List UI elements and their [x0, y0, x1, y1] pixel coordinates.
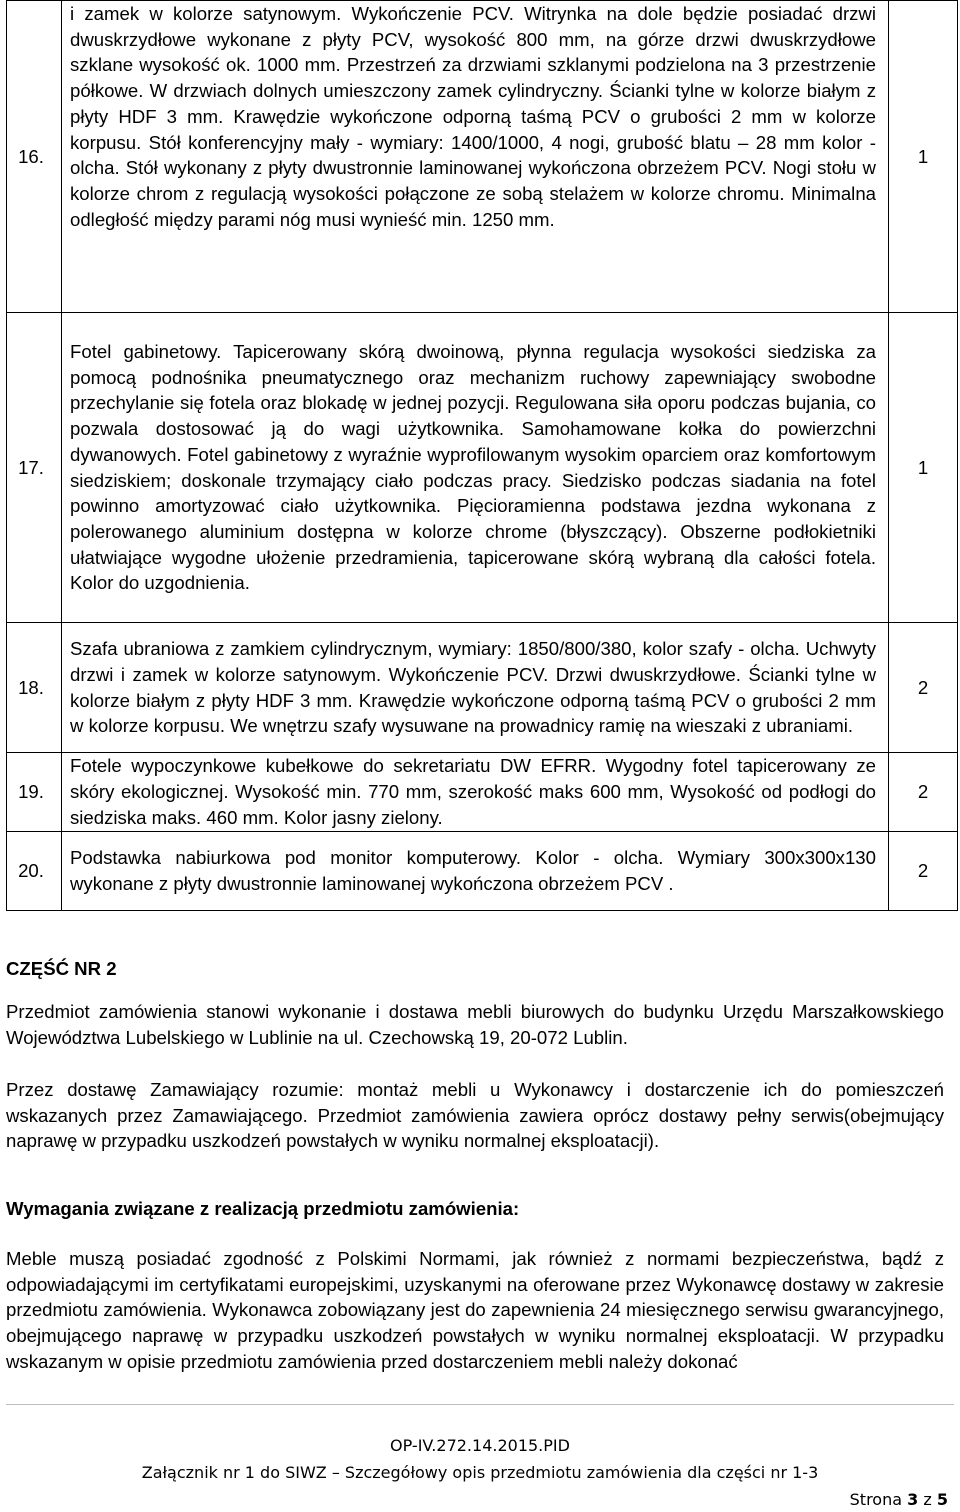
table-row [7, 1, 958, 313]
footer-reference: OP-IV.272.14.2015.PID [390, 1436, 570, 1455]
row-quantity: 1 [889, 1, 958, 313]
row-quantity: 2 [889, 623, 958, 753]
row-number: 20. [7, 832, 62, 911]
page-current: 3 [907, 1490, 919, 1509]
row-quantity: 2 [889, 832, 958, 911]
page-number [850, 1490, 948, 1509]
page-total: 5 [936, 1490, 948, 1509]
row-description: Fotele wypoczynkowe kubełkowe do sekretariatu DW EFRR. Wygodny fotel tapicerowany ze skóry ekologicznej. Wysokość min. 770 mm, szerokość maks 600 mm, Wysokość od podłogi do siedziska maks. 460 mm. Kolor jasny zielony. [62, 753, 889, 832]
row-number: 16. [7, 1, 62, 313]
row-description: Podstawka nabiurkowa pod monitor komputerowy. Kolor - olcha. Wymiary 300x300x130 wykonane z płyty dwustronnie laminowanej wykończona obrzeżem PCV . [62, 832, 889, 911]
row-description: i zamek w kolorze satynowym. Wykończenie PCV. Witrynka na dole będzie posiadać drzwi dwuskrzydłowe wykonane z płyty PCV, wysokość 800 mm, na górze drzwi dwuskrzydłowe szklane wysokość ok. 1000 mm. Przestrzeń za drzwiami szklanymi podzielona na 3 przestrzenie półkowe. W drzwiach dolnych umieszczony zamek cylindryczny. Ścianki tylne w kolorze białym z płyty HDF 3 mm. Krawędzie wykończone odporną taśmą PCV o grubości 2 mm w kolorze korpusu. Stół konferencyjny mały - wymiary: 1400/1000, 4 nogi, grubość blatu – 28 mm kolor - olcha. Stół wykonany z płyty dwustronnie laminowanej wykończona obrzeżem PCV. Nogi stołu w kolorze chrom z regulacją wysokości połączone ze sobą stelażem w kolorze chromu. Minimalna odległość między parami nóg musi wynieść min. 1250 mm. [62, 1, 889, 313]
table-row [7, 623, 958, 753]
page-of: z [923, 1490, 932, 1509]
row-description: Fotel gabinetowy. Tapicerowany skórą dwoinową, płynna regulacja wysokości siedziska za pomocą podnośnika pneumatycznego oraz mechanizm ruchowy zapewniający swobodne przechylanie się fotela oraz blokadę w jednej pozycji. Regulowana siła oporu podczas bujania, co pozwala dostosować ją do wagi użytkownika. Samohamowane kołka do powierzchni dywanowych. Fotel gabinetowy z wyraźnie wyprofilowanym wysokim oparciem oraz komfortowym siedziskiem; doskonale trzymający ciało podczas pracy. Siedzisko podczas siadania na fotel powinno amortyzować ciało użytkownika. Pięcioramienna podstawa jezdna wykonana z polerowanego aluminium dostępna w kolorze chrome (błyszczący). Obszerne podłokietniki ułatwiające wygodne ułożenie przedramienia, tapicerowane skórą wybraną dla całości fotela. Kolor do uzgodnienia. [62, 313, 889, 623]
paragraph: Meble muszą posiadać zgodność z Polskimi Normami, jak również z normami bezpieczeństwa, bądź z odpowiadającymi im certyfikatami europejskimi, uzyskanymi na oferowane przez Wykonawcę dostawy w zakresie przedmiotu zamówienia. Wykonawca zobowiązany jest do zapewnienia 24 miesięcznego serwisu gwarancyjnego, obejmującego naprawę w przypadku uszkodzeń powstałych w wyniku normalnej eksploatacji. W przypadku wskazanym w opisie przedmiotu zamówienia przed dostarczeniem mebli należy dokonać [6, 1248, 944, 1372]
row-quantity: 2 [889, 753, 958, 832]
row-number: 19. [7, 753, 62, 832]
paragraph: Przedmiot zamówienia stanowi wykonanie i dostawa mebli biurowych do budynku Urzędu Marszałkowskiego Województwa Lubelskiego w Lublinie na ul. Czechowską 19, 20-072 Lublin. [6, 1001, 944, 1048]
table-row [7, 832, 958, 911]
paragraph: Przez dostawę Zamawiający rozumie: montaż mebli u Wykonawcy i dostarczenie ich do pomieszczeń wskazanych przez Zamawiającego. Przedmiot zamówienia zawiera oprócz dostawy pełny serwis(obejmujący naprawę w przypadku uszkodzeń powstałych w wyniku normalnej eksploatacji). [6, 1079, 944, 1152]
table-row [7, 753, 958, 832]
table-row [7, 313, 958, 623]
items-table [6, 0, 958, 911]
row-description: Szafa ubraniowa z zamkiem cylindrycznym, wymiary: 1850/800/380, kolor szafy - olcha. Uchwyty drzwi i zamek w kolorze satynowym. Wykończenie PCV. Drzwi dwuskrzydłowe. Ścianki tylne w kolorze białym z płyty HDF 3 mm. Krawędzie wykończone odporną taśmą PCV o grubości 2 mm w kolorze korpusu. We wnętrzu szafy wysuwane na prowadnicy ramię na wieszaki z ubraniami. [62, 623, 889, 753]
footer-caption: Załącznik nr 1 do SIWZ – Szczegółowy opis przedmiotu zamówienia dla części nr 1-3 [141, 1463, 819, 1482]
row-quantity: 1 [889, 313, 958, 623]
section-title: CZĘŚĆ NR 2 [6, 958, 117, 979]
footer-divider [6, 1404, 954, 1405]
page-label: Strona [849, 1490, 903, 1509]
row-number: 17. [7, 313, 62, 623]
requirements-heading: Wymagania związane z realizacją przedmiotu zamówienia: [6, 1198, 520, 1219]
row-number: 18. [7, 623, 62, 753]
